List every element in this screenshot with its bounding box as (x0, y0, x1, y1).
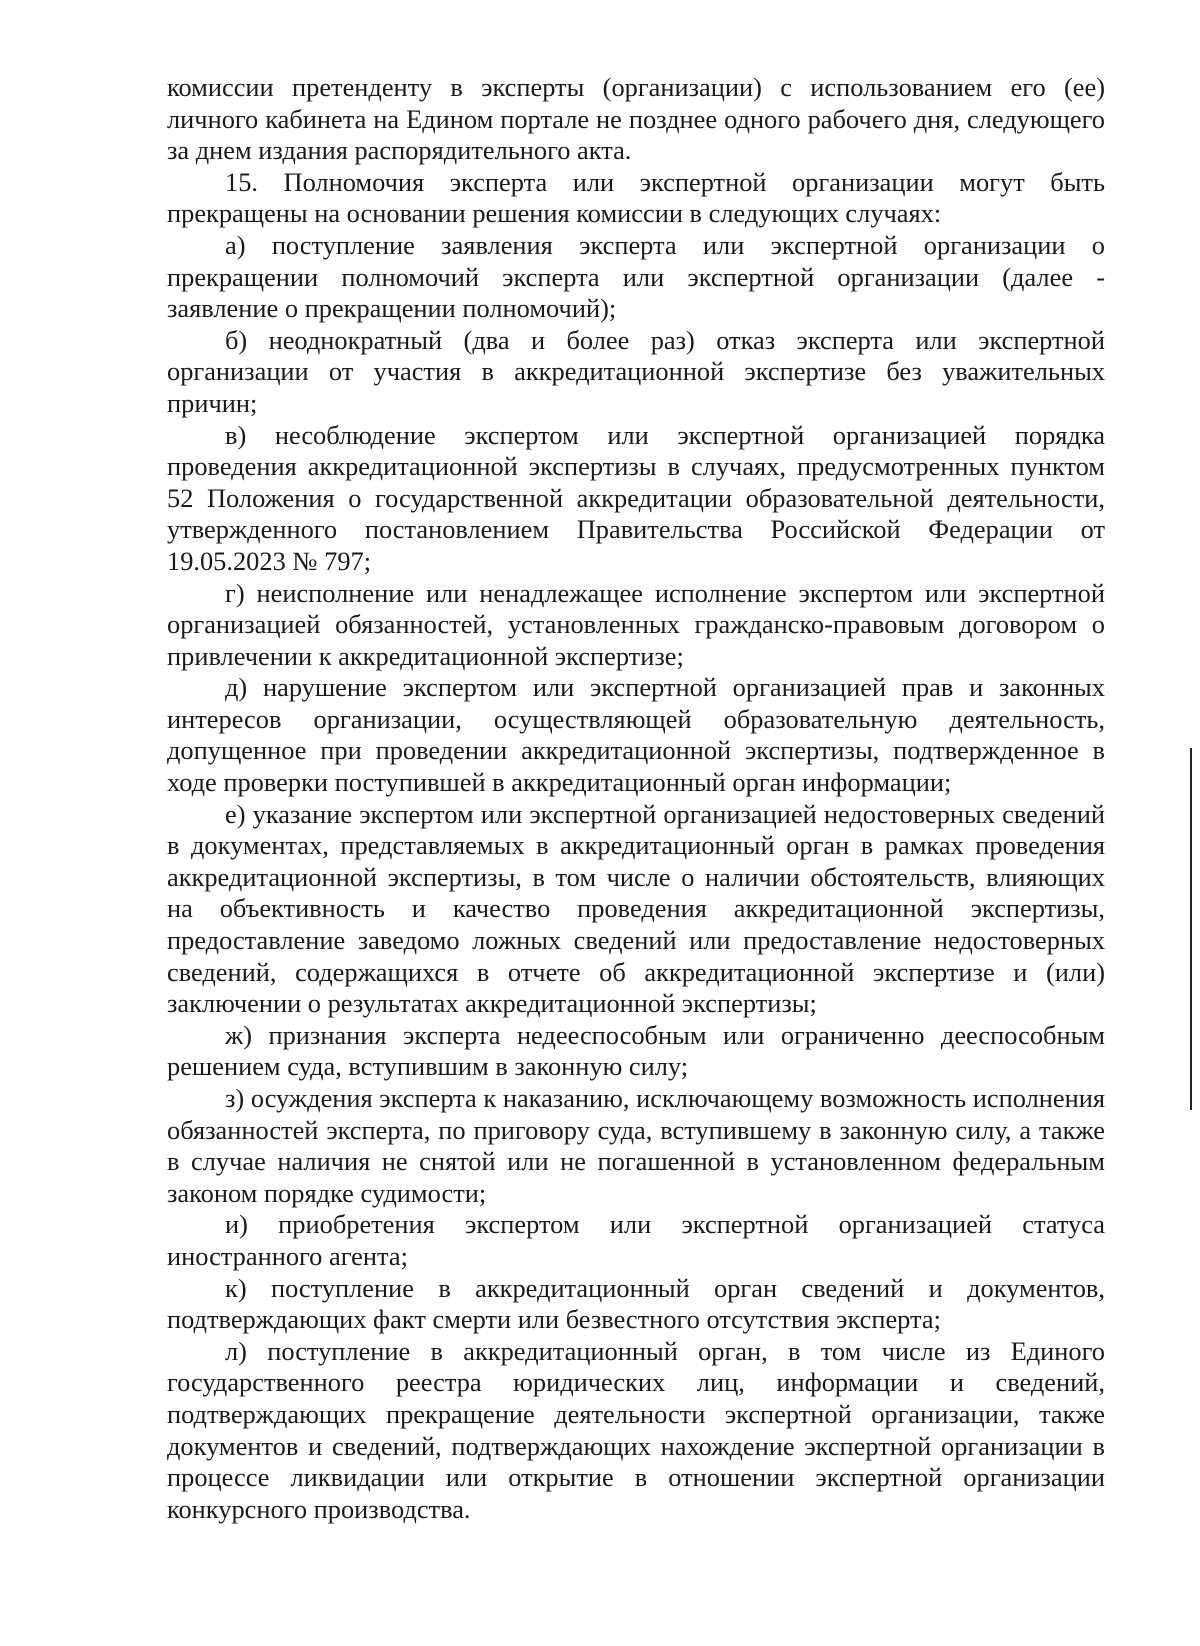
document-body (167, 72, 1105, 1525)
list-item-a: а) поступление заявления эксперта или экспертной организации о прекращении полномочий эксперта или экспертной организации (далее - заявление о прекращении полномочий); (167, 229, 1105, 324)
list-item-k: к) поступление в аккредитационный орган сведений и документов, подтверждающих факт смерти или безвестного отсутствия эксперта; (167, 1272, 1105, 1335)
paragraph-15: 15. Полномочия эксперта или экспертной организации могут быть прекращены на основании решения комиссии в следующих случаях: (167, 166, 1105, 229)
list-item-e: е) указание экспертом или экспертной организацией недостоверных сведений в документах, представляемых в аккредитационный орган в рамках проведения аккредитационной экспертизы, в том числе о наличии обстоятельств, влияющих на объективность и качество проведения аккредитационной экспертизы, предоставление заведомо ложных сведений или предоставление недостоверных сведений, содержащихся в отчете об аккредитационной экспертизе и (или) заключении о результатах аккредитационной экспертизы; (167, 798, 1105, 1019)
scan-margin-line (1190, 748, 1192, 1110)
list-item-d: д) нарушение экспертом или экспертной организацией прав и законных интересов организации, осуществляющей образовательную деятельность, допущенное при проведении аккредитационной экспертизы, подтвержденное в ходе проверки поступившей в аккредитационный орган информации; (167, 672, 1105, 798)
list-item-zh: ж) признания эксперта недееспособным или ограниченно дееспособным решением суда, вступившим в законную силу; (167, 1019, 1105, 1082)
list-item-b: б) неоднократный (два и более раз) отказ эксперта или экспертной организации от участия в аккредитационной экспертизе без уважительных причин; (167, 324, 1105, 418)
list-item-l: л) поступление в аккредитационный орган, в том числе из Единого государственного реестра юридических лиц, информации и сведений, подтверждающих прекращение деятельности экспертной организации, также документов и сведений, подтверждающих нахождение экспертной организации в процессе ликвидации или открытие в отношении экспертной организации конкурсного производства. (167, 1335, 1105, 1524)
list-item-v: в) несоблюдение экспертом или экспертной организацией порядка проведения аккредитационной экспертизы в случаях, предусмотренных пунктом 52 Положения о государственной аккредитации образовательной деятельности, утвержденного постановлением Правительства Российской Федерации от 19.05.2023 № 797; (167, 419, 1105, 576)
paragraph-continuation: комиссии претенденту в эксперты (организации) с использованием его (ее) личного кабинета на Едином портале не позднее одного рабочего дня, следующего за днем издания распорядительного акта. (167, 72, 1105, 166)
list-item-g: г) неисполнение или ненадлежащее исполнение экспертом или экспертной организацией обязанностей, установленных гражданско-правовым договором о привлечении к аккредитационной экспертизе; (167, 577, 1105, 671)
list-item-i: и) приобретения экспертом или экспертной организацией статуса иностранного агента; (167, 1209, 1105, 1271)
list-item-z: з) осуждения эксперта к наказанию, исключающему возможность исполнения обязанностей эксперта, по приговору суда, вступившему в законную силу, а также в случае наличия не снятой или не погашенной в установленном федеральным законом порядке судимости; (167, 1083, 1105, 1208)
